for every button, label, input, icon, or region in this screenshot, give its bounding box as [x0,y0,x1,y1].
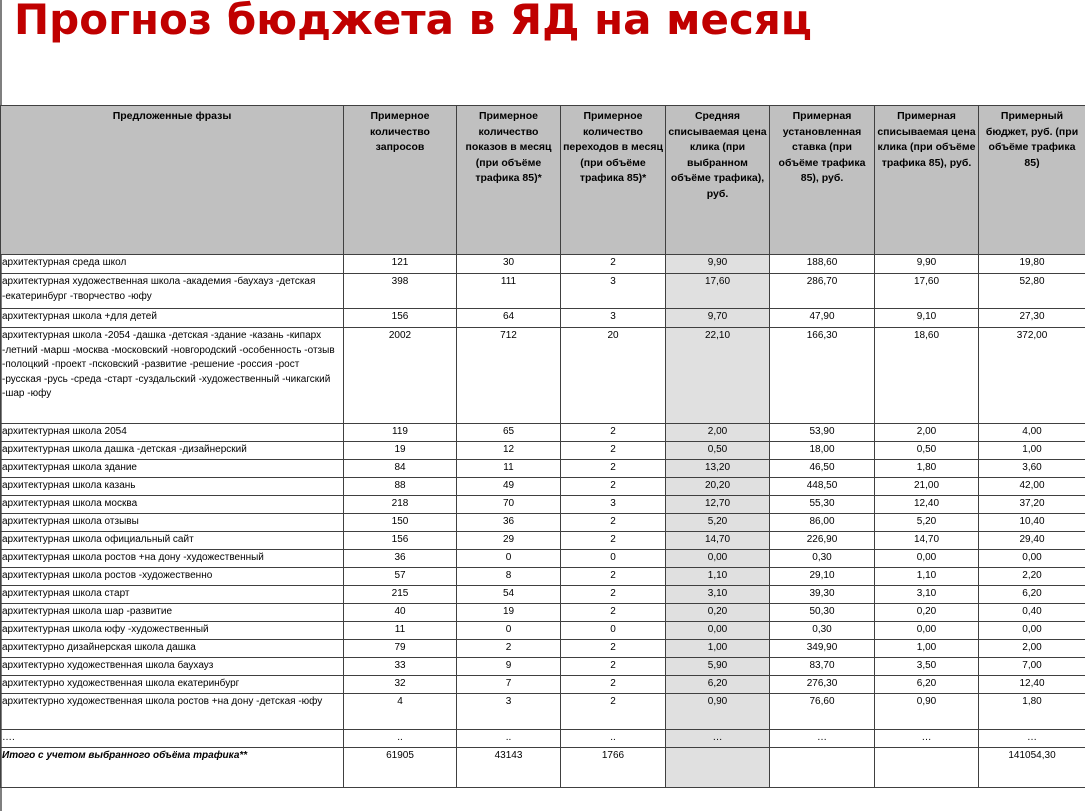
impressions-cell: 11 [457,460,561,478]
total-bid-cell [770,748,875,788]
budget-cell: 1,00 [979,442,1085,460]
budget-cell: 37,20 [979,496,1085,514]
avg-cpc-cell: 0,50 [666,442,770,460]
avg-cpc-cell: 1,10 [666,568,770,586]
requests-cell: 156 [344,309,457,328]
impressions-cell: 29 [457,532,561,550]
cpc-cell: 12,40 [875,496,979,514]
requests-cell: 156 [344,532,457,550]
phrase-cell: архитектурная школа шар -развитие [1,604,344,622]
phrase-cell: архитектурная школа отзывы [1,514,344,532]
requests-cell: 40 [344,604,457,622]
clicks-cell: 3 [561,309,666,328]
avg-cpc-cell: 5,90 [666,658,770,676]
header-impressions: Примерное количество показов в месяц (при объёме трафика 85)* [457,106,561,255]
impressions-cell: 65 [457,424,561,442]
budget-cell: … [979,730,1085,748]
impressions-cell: 54 [457,586,561,604]
impressions-cell: 3 [457,694,561,730]
cpc-cell: 17,60 [875,274,979,309]
bid-cell: 448,50 [770,478,875,496]
table-row [1,622,1085,640]
phrase-cell: архитектурная среда школ [1,255,344,274]
bid-cell: 39,30 [770,586,875,604]
bid-cell: 226,90 [770,532,875,550]
impressions-cell: 7 [457,676,561,694]
bid-cell: 46,50 [770,460,875,478]
impressions-cell: 12 [457,442,561,460]
bid-cell: 18,00 [770,442,875,460]
cpc-cell: 14,70 [875,532,979,550]
table-row [1,514,1085,532]
clicks-cell: 2 [561,586,666,604]
requests-cell: 79 [344,640,457,658]
phrase-cell: архитектурная школа юфу -художественный [1,622,344,640]
header-requests: Примерное количество запросов [344,106,457,255]
requests-cell: 32 [344,676,457,694]
budget-cell: 42,00 [979,478,1085,496]
table-row [1,460,1085,478]
header-bid: Примерная установленная ставка (при объёме трафика 85), руб. [770,106,875,255]
avg-cpc-cell: 22,10 [666,328,770,424]
budget-cell: 6,20 [979,586,1085,604]
cpc-cell: 21,00 [875,478,979,496]
avg-cpc-cell: 12,70 [666,496,770,514]
cpc-cell: 1,00 [875,640,979,658]
phrase-cell: архитектурная школа ростов +на дону -художественный [1,550,344,568]
budget-cell: 2,00 [979,640,1085,658]
phrase-cell: архитектурная школа старт [1,586,344,604]
clicks-cell: 0 [561,550,666,568]
bid-cell: 0,30 [770,622,875,640]
total-avg-cpc-cell [666,748,770,788]
bid-cell: 50,30 [770,604,875,622]
cpc-cell: 9,10 [875,309,979,328]
impressions-cell: 712 [457,328,561,424]
cpc-cell: 0,20 [875,604,979,622]
impressions-cell: 111 [457,274,561,309]
bid-cell: 188,60 [770,255,875,274]
bid-cell: 286,70 [770,274,875,309]
budget-cell: 7,00 [979,658,1085,676]
requests-cell: 57 [344,568,457,586]
bid-cell: 76,60 [770,694,875,730]
clicks-cell: 3 [561,496,666,514]
table-row [1,255,1085,274]
cpc-cell: 2,00 [875,424,979,442]
impressions-cell: 49 [457,478,561,496]
budget-table [0,105,1085,788]
avg-cpc-cell: 0,90 [666,694,770,730]
budget-cell: 52,80 [979,274,1085,309]
header-row [1,106,1085,255]
requests-cell: .. [344,730,457,748]
impressions-cell: 64 [457,309,561,328]
phrase-cell: архитектурно дизайнерская школа дашка [1,640,344,658]
phrase-cell: …. [1,730,344,748]
table-row [1,424,1085,442]
avg-cpc-cell: 14,70 [666,532,770,550]
total-cpc-cell [875,748,979,788]
header-avg-cpc: Средняя списываемая цена клика (при выбранном объёме трафика), руб. [666,106,770,255]
phrase-cell: архитектурная школа ростов -художественно [1,568,344,586]
impressions-cell: 70 [457,496,561,514]
phrase-cell: архитектурная художественная школа -академия -баухауз -детская -екатеринбург -творчество -юфу [1,274,344,309]
table-row [1,309,1085,328]
bid-cell: … [770,730,875,748]
requests-cell: 218 [344,496,457,514]
cpc-cell: 0,00 [875,622,979,640]
requests-cell: 2002 [344,328,457,424]
table-row [1,568,1085,586]
clicks-cell: 2 [561,694,666,730]
bid-cell: 349,90 [770,640,875,658]
cpc-cell: 0,50 [875,442,979,460]
bid-cell: 83,70 [770,658,875,676]
table-row [1,442,1085,460]
clicks-cell: 2 [561,604,666,622]
impressions-cell: 8 [457,568,561,586]
bid-cell: 276,30 [770,676,875,694]
clicks-cell: 2 [561,442,666,460]
avg-cpc-cell: 9,90 [666,255,770,274]
clicks-cell: 2 [561,460,666,478]
cpc-cell: 1,10 [875,568,979,586]
requests-cell: 4 [344,694,457,730]
impressions-cell: .. [457,730,561,748]
avg-cpc-cell: 0,00 [666,622,770,640]
requests-cell: 121 [344,255,457,274]
cpc-cell: 5,20 [875,514,979,532]
impressions-cell: 2 [457,640,561,658]
clicks-cell: .. [561,730,666,748]
clicks-cell: 2 [561,478,666,496]
total-requests-cell: 61905 [344,748,457,788]
bid-cell: 86,00 [770,514,875,532]
avg-cpc-cell: 9,70 [666,309,770,328]
budget-cell: 27,30 [979,309,1085,328]
budget-cell: 0,00 [979,622,1085,640]
budget-cell: 0,00 [979,550,1085,568]
clicks-cell: 20 [561,328,666,424]
phrase-cell: архитектурно художественная школа екатеринбург [1,676,344,694]
phrase-cell: архитектурная школа казань [1,478,344,496]
avg-cpc-cell: 3,10 [666,586,770,604]
cpc-cell: … [875,730,979,748]
requests-cell: 119 [344,424,457,442]
bid-cell: 0,30 [770,550,875,568]
budget-cell: 3,60 [979,460,1085,478]
budget-cell: 4,00 [979,424,1085,442]
avg-cpc-cell: 17,60 [666,274,770,309]
header-budget: Примерный бюджет, руб. (при объёме трафика 85) [979,106,1085,255]
avg-cpc-cell: … [666,730,770,748]
total-clicks-cell: 1766 [561,748,666,788]
phrase-cell: архитектурная школа здание [1,460,344,478]
cpc-cell: 6,20 [875,676,979,694]
bid-cell: 53,90 [770,424,875,442]
bid-cell: 47,90 [770,309,875,328]
bid-cell: 29,10 [770,568,875,586]
avg-cpc-cell: 0,00 [666,550,770,568]
budget-cell: 12,40 [979,676,1085,694]
phrase-cell: архитектурная школа москва [1,496,344,514]
avg-cpc-cell: 1,00 [666,640,770,658]
table-row [1,694,1085,730]
impressions-cell: 36 [457,514,561,532]
cpc-cell: 3,50 [875,658,979,676]
bid-cell: 166,30 [770,328,875,424]
requests-cell: 11 [344,622,457,640]
clicks-cell: 2 [561,424,666,442]
table-row [1,586,1085,604]
budget-cell: 0,40 [979,604,1085,622]
requests-cell: 215 [344,586,457,604]
budget-cell: 10,40 [979,514,1085,532]
requests-cell: 398 [344,274,457,309]
requests-cell: 36 [344,550,457,568]
clicks-cell: 0 [561,622,666,640]
total-phrase-cell: Итого с учетом выбранного объёма трафика** [1,748,344,788]
clicks-cell: 2 [561,532,666,550]
phrase-cell: архитектурная школа +для детей [1,309,344,328]
phrase-cell: архитектурно художественная школа ростов +на дону -детская -юфу [1,694,344,730]
cpc-cell: 1,80 [875,460,979,478]
requests-cell: 150 [344,514,457,532]
clicks-cell: 3 [561,274,666,309]
table-row [1,730,1085,748]
phrase-cell: архитектурно художественная школа баухауз [1,658,344,676]
cpc-cell: 18,60 [875,328,979,424]
phrase-cell: архитектурная школа 2054 [1,424,344,442]
clicks-cell: 2 [561,255,666,274]
clicks-cell: 2 [561,658,666,676]
impressions-cell: 0 [457,622,561,640]
header-phrases: Предложенные фразы [1,106,344,255]
phrase-cell: архитектурная школа -2054 -дашка -детская -здание -казань -кипарх -летний -марш -москва -московский -новгородский -особенность -отзыв -полоцкий -проект -псковский -развитие -решение -россия -рост -русская -русь -среда -старт -суздальский -художественный -чикагский -шар -юфу [1,328,344,424]
impressions-cell: 19 [457,604,561,622]
table-row [1,496,1085,514]
avg-cpc-cell: 2,00 [666,424,770,442]
table-row [1,478,1085,496]
phrase-cell: архитектурная школа официальный сайт [1,532,344,550]
impressions-cell: 30 [457,255,561,274]
requests-cell: 19 [344,442,457,460]
avg-cpc-cell: 5,20 [666,514,770,532]
requests-cell: 33 [344,658,457,676]
total-budget-cell: 141054,30 [979,748,1085,788]
total-row [1,748,1085,788]
clicks-cell: 2 [561,514,666,532]
table-row [1,328,1085,424]
budget-cell: 19,80 [979,255,1085,274]
budget-cell: 372,00 [979,328,1085,424]
table-row [1,532,1085,550]
phrase-cell: архитектурная школа дашка -детская -дизайнерский [1,442,344,460]
avg-cpc-cell: 13,20 [666,460,770,478]
avg-cpc-cell: 0,20 [666,604,770,622]
page-title: Прогноз бюджета в ЯД на месяц [14,0,812,44]
cpc-cell: 0,00 [875,550,979,568]
table-row [1,550,1085,568]
header-clicks: Примерное количество переходов в месяц (при объёме трафика 85)* [561,106,666,255]
table-row [1,604,1085,622]
budget-cell: 1,80 [979,694,1085,730]
impressions-cell: 9 [457,658,561,676]
budget-cell: 29,40 [979,532,1085,550]
clicks-cell: 2 [561,640,666,658]
impressions-cell: 0 [457,550,561,568]
avg-cpc-cell: 20,20 [666,478,770,496]
table-row [1,658,1085,676]
table-row [1,274,1085,309]
total-impressions-cell: 43143 [457,748,561,788]
bid-cell: 55,30 [770,496,875,514]
requests-cell: 88 [344,478,457,496]
cpc-cell: 3,10 [875,586,979,604]
cpc-cell: 9,90 [875,255,979,274]
header-cpc: Примерная списываемая цена клика (при объёме трафика 85), руб. [875,106,979,255]
cpc-cell: 0,90 [875,694,979,730]
table-row [1,676,1085,694]
requests-cell: 84 [344,460,457,478]
clicks-cell: 2 [561,568,666,586]
clicks-cell: 2 [561,676,666,694]
avg-cpc-cell: 6,20 [666,676,770,694]
budget-cell: 2,20 [979,568,1085,586]
table-row [1,640,1085,658]
